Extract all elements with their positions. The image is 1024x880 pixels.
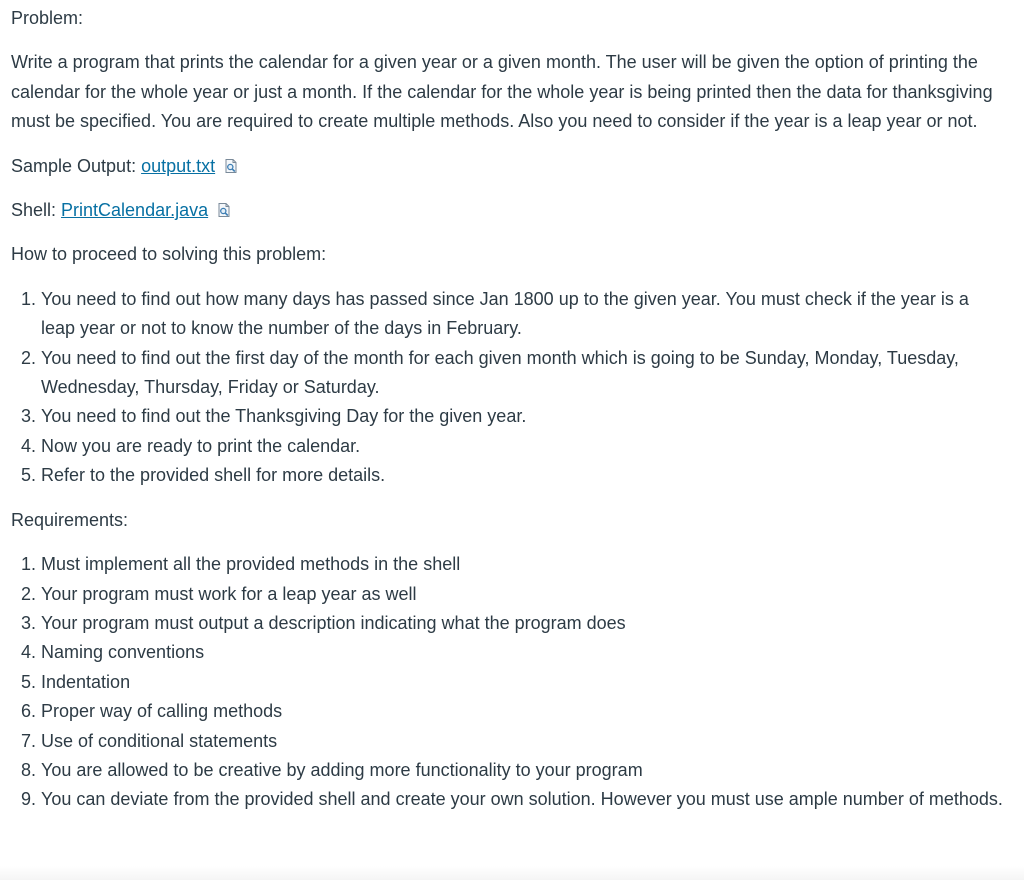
shell-label: Shell: — [11, 200, 62, 221]
sample-output-label: Sample Output: — [11, 155, 142, 176]
how-to-steps-list — [11, 285, 1004, 491]
list-item: 9. You can deviate from the provided shell and create your own solution. However you must use ample number of methods. — [41, 785, 1004, 814]
list-item: 4. Now you are ready to print the calendar. — [41, 432, 1004, 461]
requirements-list — [11, 550, 1004, 815]
list-item: 1. You need to find out how many days has passed since Jan 1800 up to the given year. You must check if the year is a leap year or not to know the number of the days in February. — [41, 285, 1004, 344]
list-item: 5. Indentation — [41, 668, 1004, 697]
list-item: 6. Proper way of calling methods — [41, 697, 1004, 726]
document-preview-icon[interactable] — [223, 154, 239, 170]
list-item: 8. You are allowed to be creative by adding more functionality to your program — [41, 756, 1004, 785]
page-bottom-edge — [0, 866, 1024, 880]
problem-heading: Problem: — [11, 8, 84, 28]
list-item: 2. Your program must work for a leap year as well — [41, 580, 1004, 609]
list-item: 1. Must implement all the provided methods in the shell — [41, 550, 1004, 579]
list-item: 2. You need to find out the first day of the month for each given month which is going to be Sunday, Monday, Tuesday, Wednesday, Thursday, Friday or Saturday. — [41, 344, 1004, 403]
list-item: 4. Naming conventions — [41, 638, 1004, 667]
output-file-link[interactable]: output.txt — [141, 155, 216, 176]
sample-output-line — [11, 152, 1004, 181]
shell-file-link[interactable]: PrintCalendar.java — [61, 200, 209, 221]
list-item: 3. You need to find out the Thanksgiving Day for the given year. — [41, 402, 1004, 431]
document-preview-icon[interactable] — [216, 198, 232, 214]
list-item: 3. Your program must output a description indicating what the program does — [41, 609, 1004, 638]
how-to-heading: How to proceed to solving this problem: — [11, 244, 327, 265]
list-item: 7. Use of conditional statements — [41, 727, 1004, 756]
requirements-heading: Requirements: — [11, 509, 129, 530]
problem-description: Write a program that prints the calendar for a given year or a given month. The user will be given the option of printing the calendar for the whole year or just a month. If the calendar for the whole year is being printed then the data for thanksgiving must be specified. You are required to create multiple methods. Also you need to consider if the year is a leap year or not. — [11, 52, 993, 132]
list-item: 5. Refer to the provided shell for more details. — [41, 461, 1004, 490]
shell-line — [11, 196, 1004, 225]
